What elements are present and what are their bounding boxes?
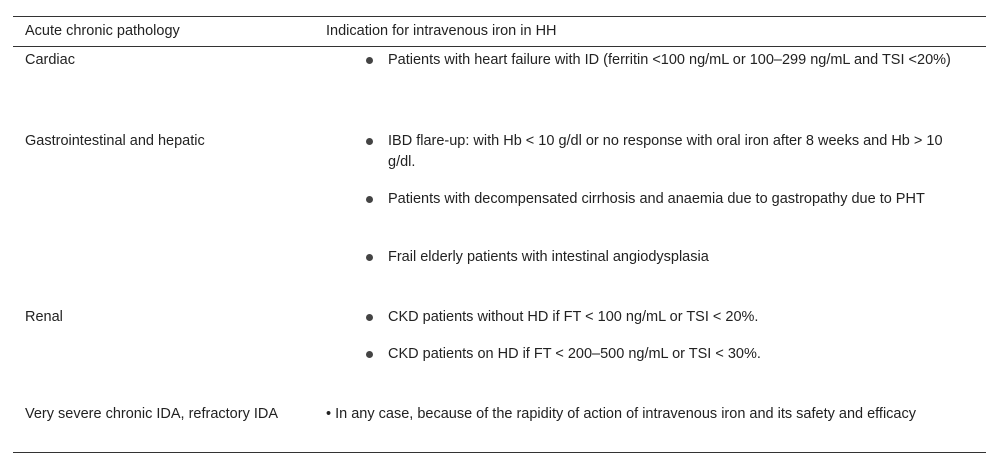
- table-top-rule: [13, 16, 986, 17]
- bullet-icon: [366, 351, 373, 358]
- list-item-text: Patients with decompensated cirrhosis and anaemia due to gastropathy due to PHT: [388, 191, 925, 207]
- row-indication-severe-ida: • In any case, because of the rapidity of action of intravenous iron and its safety and efficacy: [326, 406, 916, 422]
- list-item-text: CKD patients on HD if FT < 200–500 ng/mL or TSI < 30%.: [388, 346, 761, 362]
- header-pathology: Acute chronic pathology: [25, 23, 180, 39]
- row-pathology-severe-ida: Very severe chronic IDA, refractory IDA: [25, 406, 279, 422]
- bullet-icon: [366, 196, 373, 203]
- row-pathology-gastrointestinal: Gastrointestinal and hepatic: [25, 133, 205, 149]
- list-item-text: Patients with heart failure with ID (ferritin <100 ng/mL or 100–299 ng/mL and TSI <20%): [388, 52, 951, 68]
- list-item-text: IBD flare-up: with Hb < 10 g/dl or no response with oral iron after 8 weeks and Hb > 10 g/dl.: [388, 133, 943, 170]
- row-pathology-cardiac: Cardiac: [25, 52, 75, 68]
- table-bottom-rule: [13, 452, 986, 453]
- bullet-icon: [366, 138, 373, 145]
- list-item-text: Frail elderly patients with intestinal angiodysplasia: [388, 249, 709, 265]
- bullet-icon: [366, 57, 373, 64]
- list-item-text: CKD patients without HD if FT < 100 ng/mL or TSI < 20%.: [388, 309, 759, 325]
- table-header-rule: [13, 46, 986, 47]
- bullet-icon: [366, 254, 373, 261]
- bullet-icon: [366, 314, 373, 321]
- header-indication: Indication for intravenous iron in HH: [326, 23, 557, 39]
- row-pathology-renal: Renal: [25, 309, 63, 325]
